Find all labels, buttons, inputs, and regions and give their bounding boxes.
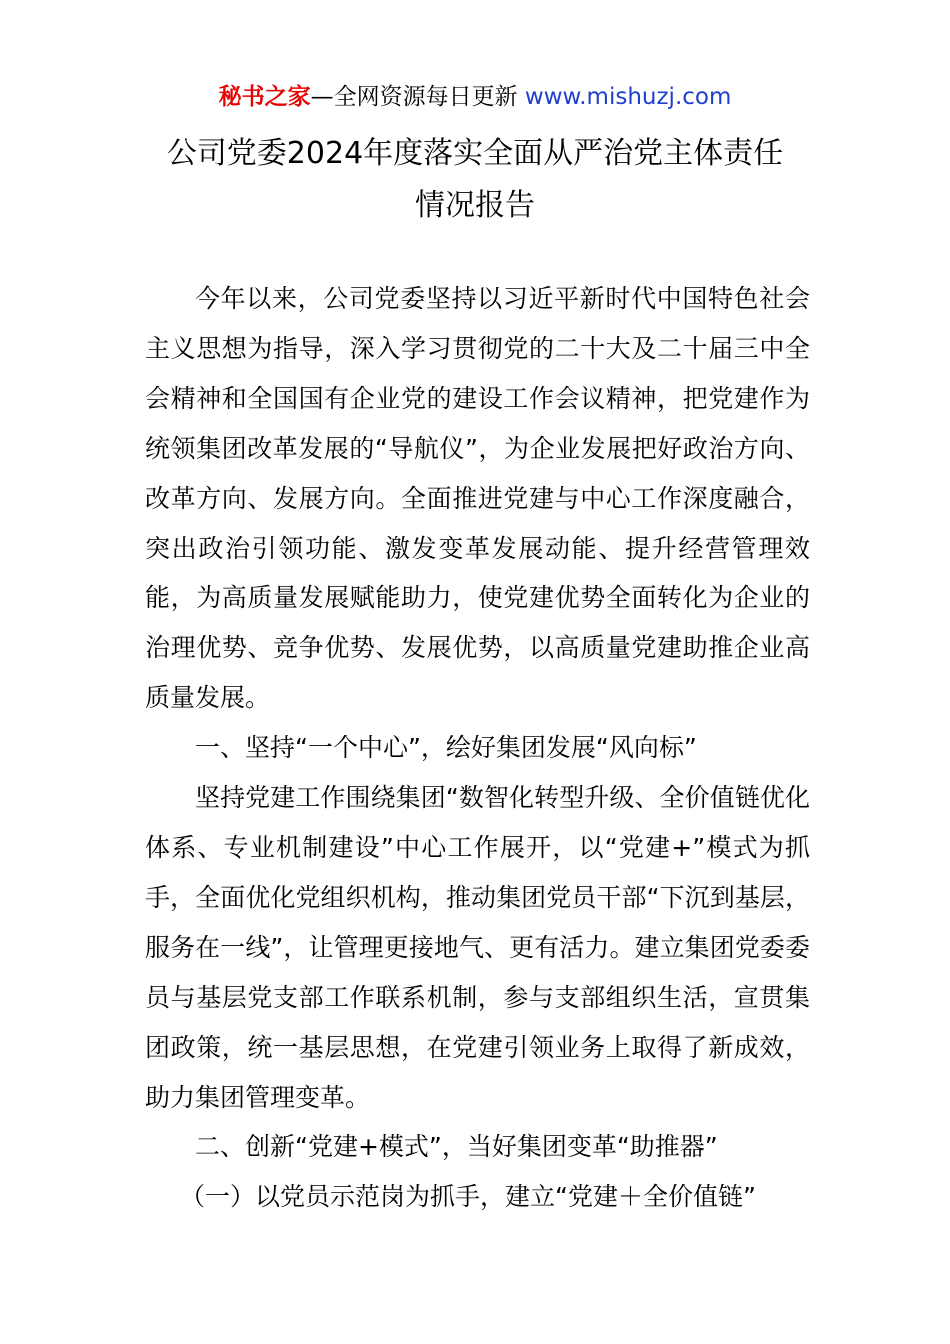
document-body: [145, 274, 810, 1222]
section-1-heading: 一、坚持“一个中心”，绘好集团发展“风向标”: [195, 733, 697, 763]
site-slogan: —全网资源每日更新: [310, 84, 525, 110]
section-2-heading: 二、创新“党建+模式”，当好集团变革“助推器”: [195, 1132, 718, 1162]
section-2-subheading-1: （一）以党员示范岗为抓手，建立“党建＋全价值链”: [180, 1182, 756, 1212]
site-url-link[interactable]: www.mishuzj.com: [524, 84, 732, 110]
intro-paragraph: 今年以来，公司党委坚持以习近平新时代中国特色社会主义思想为指导，深入学习贯彻党的二十大及二十届三中全会精神和全国国有企业党的建设工作会议精神，把党建作为统领集团改革发展的“导航仪”，为企业发展把好政治方向、改革方向、发展方向。全面推进党建与中心工作深度融合，突出政治引领功能、激发变革发展动能、提升经营管理效能，为高质量发展赋能助力，使党建优势全面转化为企业的治理优势、竞争优势、发展优势，以高质量党建助推企业高质量发展。: [145, 284, 810, 713]
document-title-line2: 情况报告: [415, 188, 535, 223]
site-header: [0, 82, 950, 112]
section-1-paragraph: 坚持党建工作围绕集团“数智化转型升级、全价值链优化体系、专业机制建设”中心工作展开，以“党建+”模式为抓手，全面优化党组织机构，推动集团党员干部“下沉到基层，服务在一线”，让管理更接地气、更有活力。建立集团党委委员与基层党支部工作联系机制，参与支部组织生活，宣贯集团政策，统一基层思想，在党建引领业务上取得了新成效，助力集团管理变革。: [145, 783, 810, 1112]
document-title-line1: 公司党委2024年度落实全面从严治党主体责任: [166, 136, 784, 171]
site-brand: 秘书之家: [218, 84, 311, 110]
document-title: [80, 128, 870, 232]
